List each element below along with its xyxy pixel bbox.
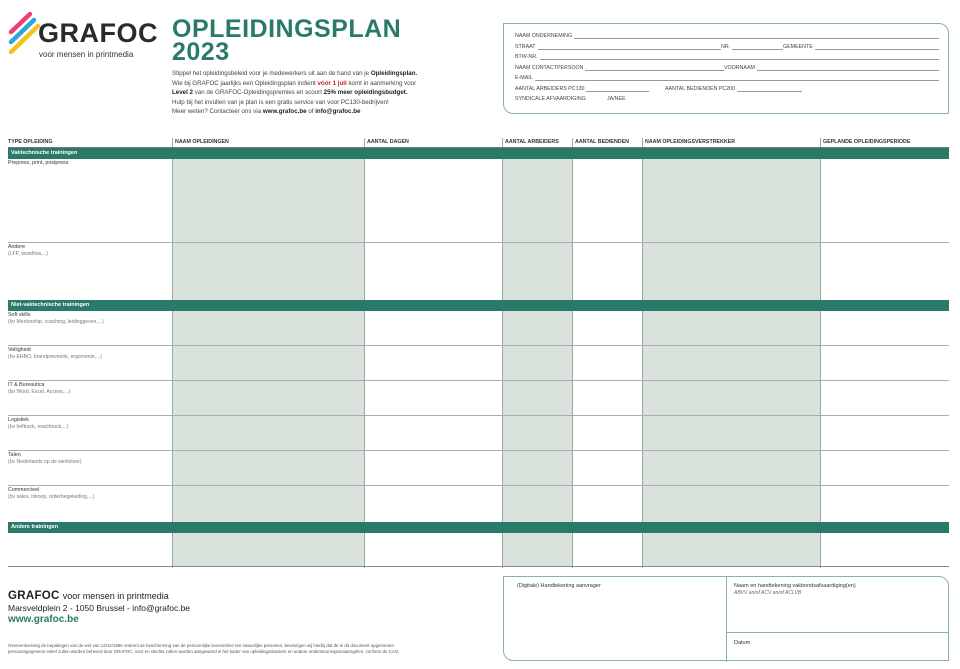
footer-brand-name: GRAFOC bbox=[8, 590, 60, 602]
signature-vakbond-sub: ABVV en/of ACV en/of ACLVB bbox=[734, 590, 802, 596]
field-label-voornaam: VOORNAAM bbox=[724, 64, 755, 71]
footer-address: Marsveldplein 2 - 1050 Brussel - info@grafoc.be bbox=[8, 603, 191, 613]
footer-brand bbox=[8, 590, 169, 602]
field-label: E-MAIL bbox=[515, 75, 533, 81]
signature-divider bbox=[726, 577, 727, 662]
section-nietvaktechnisch bbox=[8, 300, 949, 311]
header-bedienden: AANTAL BEDIENDEN bbox=[575, 139, 629, 145]
row-subtitle: (LFP, workflow,...) bbox=[8, 251, 49, 257]
table-row-talen[interactable] bbox=[8, 451, 949, 486]
table-row-it[interactable] bbox=[8, 381, 949, 416]
field-label-syndicale: SYNDICALE AFVAARDIGING bbox=[515, 96, 586, 102]
row-title: Commercieel bbox=[8, 487, 40, 493]
field-label-arbeiders: AANTAL ARBEIDERS PC130 bbox=[515, 85, 585, 92]
field-label-janee: JA/NEE bbox=[607, 96, 626, 102]
logo-wordmark: GRAFOC bbox=[38, 18, 158, 48]
section-andere bbox=[8, 522, 949, 533]
section-label: Vaktechnische trainingen bbox=[11, 150, 78, 156]
field-line bbox=[515, 59, 939, 60]
field-syndicale[interactable] bbox=[515, 94, 938, 105]
header-periode: GEPLANDE OPLEIDINGSPERIODE bbox=[823, 139, 911, 145]
intro-email-link[interactable]: info@grafoc.be bbox=[315, 108, 361, 115]
intro-website-link[interactable]: www.grafoc.be bbox=[262, 108, 307, 115]
row-title: Logistiek bbox=[8, 417, 29, 423]
grafoc-logo bbox=[8, 12, 158, 60]
intro-l2a: Wie bij GRAFOC jaarlijks een Opleidingsplan indient bbox=[172, 79, 318, 87]
row-title: Prepress, print, postpress bbox=[8, 160, 69, 166]
header-type: TYPE OPLEIDING bbox=[8, 139, 53, 145]
title-line-2: 2023 bbox=[172, 38, 230, 66]
row-subtitle: (bv Mentorship, coaching, leidinggeven,...) bbox=[8, 319, 104, 325]
header-dagen: AANTAL DAGEN bbox=[367, 139, 409, 145]
table-header bbox=[8, 138, 949, 148]
row-subtitle: (bv heftruck, reachtruck,...) bbox=[8, 424, 69, 430]
intro-l5c: of bbox=[306, 108, 316, 115]
row-title: Veiligheid bbox=[8, 347, 31, 353]
table-row-veiligheid[interactable] bbox=[8, 346, 949, 381]
intro-l1b: Opleidingsplan. bbox=[370, 70, 418, 77]
table-row-commercieel[interactable] bbox=[8, 486, 949, 522]
field-label-gemeente: GEMEENTE bbox=[783, 43, 813, 50]
table-row-andere[interactable] bbox=[8, 243, 949, 300]
legal-line-1: Overeenkomstig de bepalingen van de wet van 12/12/1996 omtrent de bescherming van de persoonlijke levenssfeer ten natuurlijke personen, bevestigen wij hierbij dat de in dit document opgenomen bbox=[8, 643, 394, 648]
footer-tagline: voor mensen in printmedia bbox=[62, 591, 169, 601]
field-contact-row[interactable] bbox=[515, 63, 938, 74]
field-label-nr: NR. bbox=[721, 43, 731, 50]
signature-datum[interactable]: Datum bbox=[734, 640, 751, 646]
signature-date-divider bbox=[726, 632, 949, 633]
field-email[interactable] bbox=[515, 73, 938, 84]
title-line-1: OPLEIDINGSPLAN bbox=[172, 15, 402, 43]
intro-line-3 bbox=[172, 88, 472, 98]
legal-line-2: persoonsgegevens enkel zullen worden beheerd door GRAFOC, voor en slechts zullen worden aangewend in het kader van opleidingsdossiers en andere ondersteuningsmaatregelen, conform de CAO. bbox=[8, 649, 400, 655]
row-subtitle: (bv EHBO, brandpreventie, ergonomie,...) bbox=[8, 354, 102, 360]
field-label-bedienden: AANTAL BEDIENDEN PC200 bbox=[665, 85, 736, 92]
logo-stripes-icon bbox=[8, 12, 40, 58]
row-title: Soft skills bbox=[8, 312, 31, 318]
field-line bbox=[515, 80, 939, 81]
logo-tagline: voor mensen in printmedia bbox=[39, 50, 134, 59]
intro-line-5 bbox=[172, 107, 472, 117]
table-row-logistiek[interactable] bbox=[8, 416, 949, 451]
intro-line-1 bbox=[172, 69, 472, 79]
table-row-prepress[interactable] bbox=[8, 159, 949, 243]
row-title: IT & Bureautica bbox=[8, 382, 45, 388]
row-title: Andere bbox=[8, 244, 26, 250]
header-naam: NAAM OPLEIDINGEN bbox=[175, 139, 229, 145]
field-straat-row[interactable] bbox=[515, 42, 938, 53]
signature-vakbond[interactable]: Naam en handtekening vakbondsafvaardiging(en) bbox=[734, 583, 856, 589]
intro-l1a: Stippel het opleidingsbeleid voor je medewerkers uit aan de hand van je bbox=[172, 70, 371, 77]
section-vaktechnisch bbox=[8, 148, 949, 159]
field-aantal-row[interactable] bbox=[515, 84, 938, 95]
training-table bbox=[8, 138, 949, 530]
field-label: NAAM ONDERNEMING bbox=[515, 33, 573, 39]
intro-l5a: Meer weten? Contacteer ons via bbox=[172, 108, 263, 115]
header-arbeiders: AANTAL ARBEIDERS bbox=[505, 139, 559, 145]
header-verstrekker: NAAM OPLEIDINGSVERSTREKKER bbox=[645, 139, 736, 145]
signature-box bbox=[503, 576, 949, 661]
field-line bbox=[515, 38, 939, 39]
row-subtitle: (bv sales, inkoop, orderbegeleiding,...) bbox=[8, 494, 95, 500]
row-subtitle: (bv Word, Excel, Access,...) bbox=[8, 389, 71, 395]
intro-l3b: van de GRAFOC-Opleidingspremies en scoort bbox=[192, 89, 324, 96]
field-naam-onderneming[interactable] bbox=[515, 31, 938, 42]
field-label-straat: STRAAT bbox=[515, 43, 536, 50]
footer-website-link[interactable]: www.grafoc.be bbox=[8, 614, 79, 625]
intro-l3c: 25% meer opleidingsbudget. bbox=[323, 89, 408, 96]
field-label-contact: NAAM CONTACTPERSOON bbox=[515, 64, 584, 71]
intro-l3a: Level 2 bbox=[172, 89, 193, 96]
intro-deadline: vóór 1 juli bbox=[317, 79, 347, 87]
intro-l2c: komt in aanmerking voor bbox=[346, 79, 417, 87]
page-title bbox=[172, 15, 402, 66]
section-label: Niet-vaktechnische trainingen bbox=[11, 302, 90, 308]
section-label: Andere trainingen bbox=[11, 524, 59, 530]
row-title: Talen bbox=[8, 452, 21, 458]
intro-line-2 bbox=[172, 79, 472, 89]
row-subtitle: (bv Nederlands op de werkvloer) bbox=[8, 459, 82, 465]
field-label: BTW-NR. bbox=[515, 54, 538, 60]
company-info-box bbox=[503, 23, 949, 114]
field-btw[interactable] bbox=[515, 52, 938, 63]
intro-text bbox=[172, 69, 472, 117]
footer-legal-text bbox=[8, 643, 478, 656]
table-row-andere-trainingen[interactable] bbox=[8, 533, 949, 567]
signature-aanvrager[interactable]: (Digitale) Handtekening aanvrager bbox=[517, 583, 601, 589]
table-row-softskills[interactable] bbox=[8, 311, 949, 346]
intro-line-4: Hulp bij het invullen van je plan is een gratis service van voor PC130-bedrijven! bbox=[172, 98, 389, 106]
